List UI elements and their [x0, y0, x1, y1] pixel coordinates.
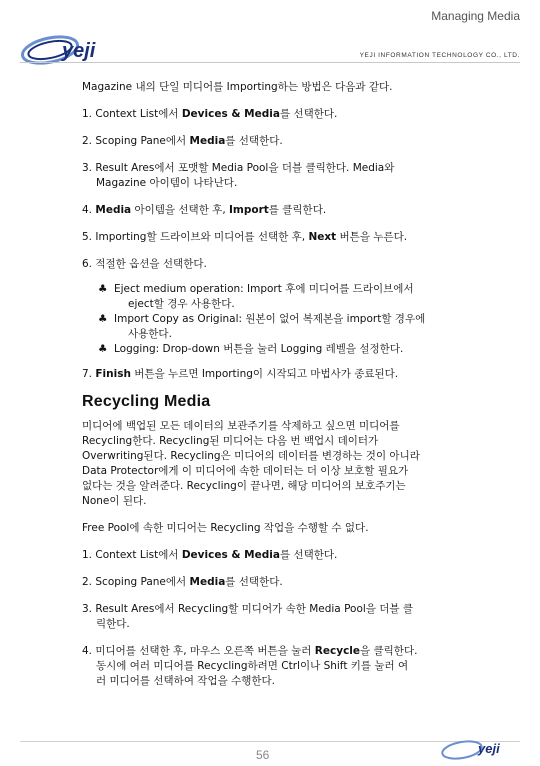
section-title: Recycling Media	[82, 393, 211, 410]
recycle-step-1: 1. Context List에서 Devices & Media를 선택한다.	[82, 549, 338, 561]
recycle-step-2: 2. Scoping Pane에서 Media를 선택한다.	[82, 576, 283, 588]
import-step-3: 3. Result Ares에서 포맷할 Media Pool을 더블 클릭한다. Media와 Magazine 아이템이 나타난다.	[82, 162, 395, 189]
options-list	[98, 282, 502, 357]
intro-paragraph: Magazine 내의 단일 미디어를 Importing하는 방법은 다음과 같다.	[82, 81, 393, 93]
free-pool-note: Free Pool에 속한 미디어는 Recycling 작업을 수행할 수 없다.	[82, 522, 369, 534]
company-name: YEJI INFORMATION TECHNOLOGY CO., LTD.	[359, 52, 520, 59]
import-step-7: 7. Finish 버튼을 누르면 Importing이 시작되고 마법사가 종료된다.	[82, 368, 399, 380]
list-item: ♣ Logging: Drop-down 버튼을 눌러 Logging 레벨을 설정한다.	[98, 343, 404, 355]
list-item: ♣ Eject medium operation: Import 후에 미디어를 드라이브에서 eject할 경우 사용한다.	[98, 283, 414, 310]
page-number: 56	[256, 748, 270, 762]
import-step-6: 6. 적절한 옵션을 선택한다.	[82, 258, 207, 270]
import-step-5: 5. Importing할 드라이브와 미디어를 선택한 후, Next 버튼을 누른다.	[82, 231, 408, 243]
recycle-step-4: 4. 미디어를 선택한 후, 마우스 오른쪽 버튼을 눌러 Recycle을 클릭한다. 동시에 여러 미디어를 Recycling하려면 Ctrl이나 Shift 키를 눌러 여 러 미디어를 선택하여 작업을 수행한다.	[82, 645, 418, 687]
import-step-1: 1. Context List에서 Devices & Media를 선택한다.	[82, 108, 338, 120]
recycle-paragraph: 미디어에 백업된 모든 데이터의 보관주기를 삭제하고 싶으면 미디어를 Recycling한다. Recycling된 미디어는 다음 번 백업시 데이터가 Overwriting된다. Recycling은 미디어의 데이터를 변경하는 것이 아니라 Data Protector에게 이 미디어에 속한 데이터는 더 이상 보호할 필요가 없다는 것을 알려준다. Recycling이 끝나면, 해당 미디어의 보호주기는 None이 된다.	[82, 420, 420, 507]
document-body	[82, 80, 502, 701]
club-bullet-icon: ♣	[98, 313, 108, 325]
import-step-4: 4. Media 아이템을 선택한 후, Import를 클릭한다.	[82, 204, 327, 216]
footer-logo-text: yeji	[478, 741, 500, 756]
logo-text: yeji	[62, 40, 96, 62]
club-bullet-icon: ♣	[98, 343, 108, 355]
club-bullet-icon: ♣	[98, 283, 108, 295]
import-step-2: 2. Scoping Pane에서 Media를 선택한다.	[82, 135, 283, 147]
header-divider	[20, 62, 520, 63]
recycle-step-3: 3. Result Ares에서 Recycling할 미디어가 속한 Media Pool을 더블 클 릭한다.	[82, 603, 414, 630]
header-title: Managing Media	[431, 9, 520, 23]
list-item: ♣ Import Copy as Original: 원본이 없어 복제본을 import할 경우에 사용한다.	[98, 313, 426, 340]
